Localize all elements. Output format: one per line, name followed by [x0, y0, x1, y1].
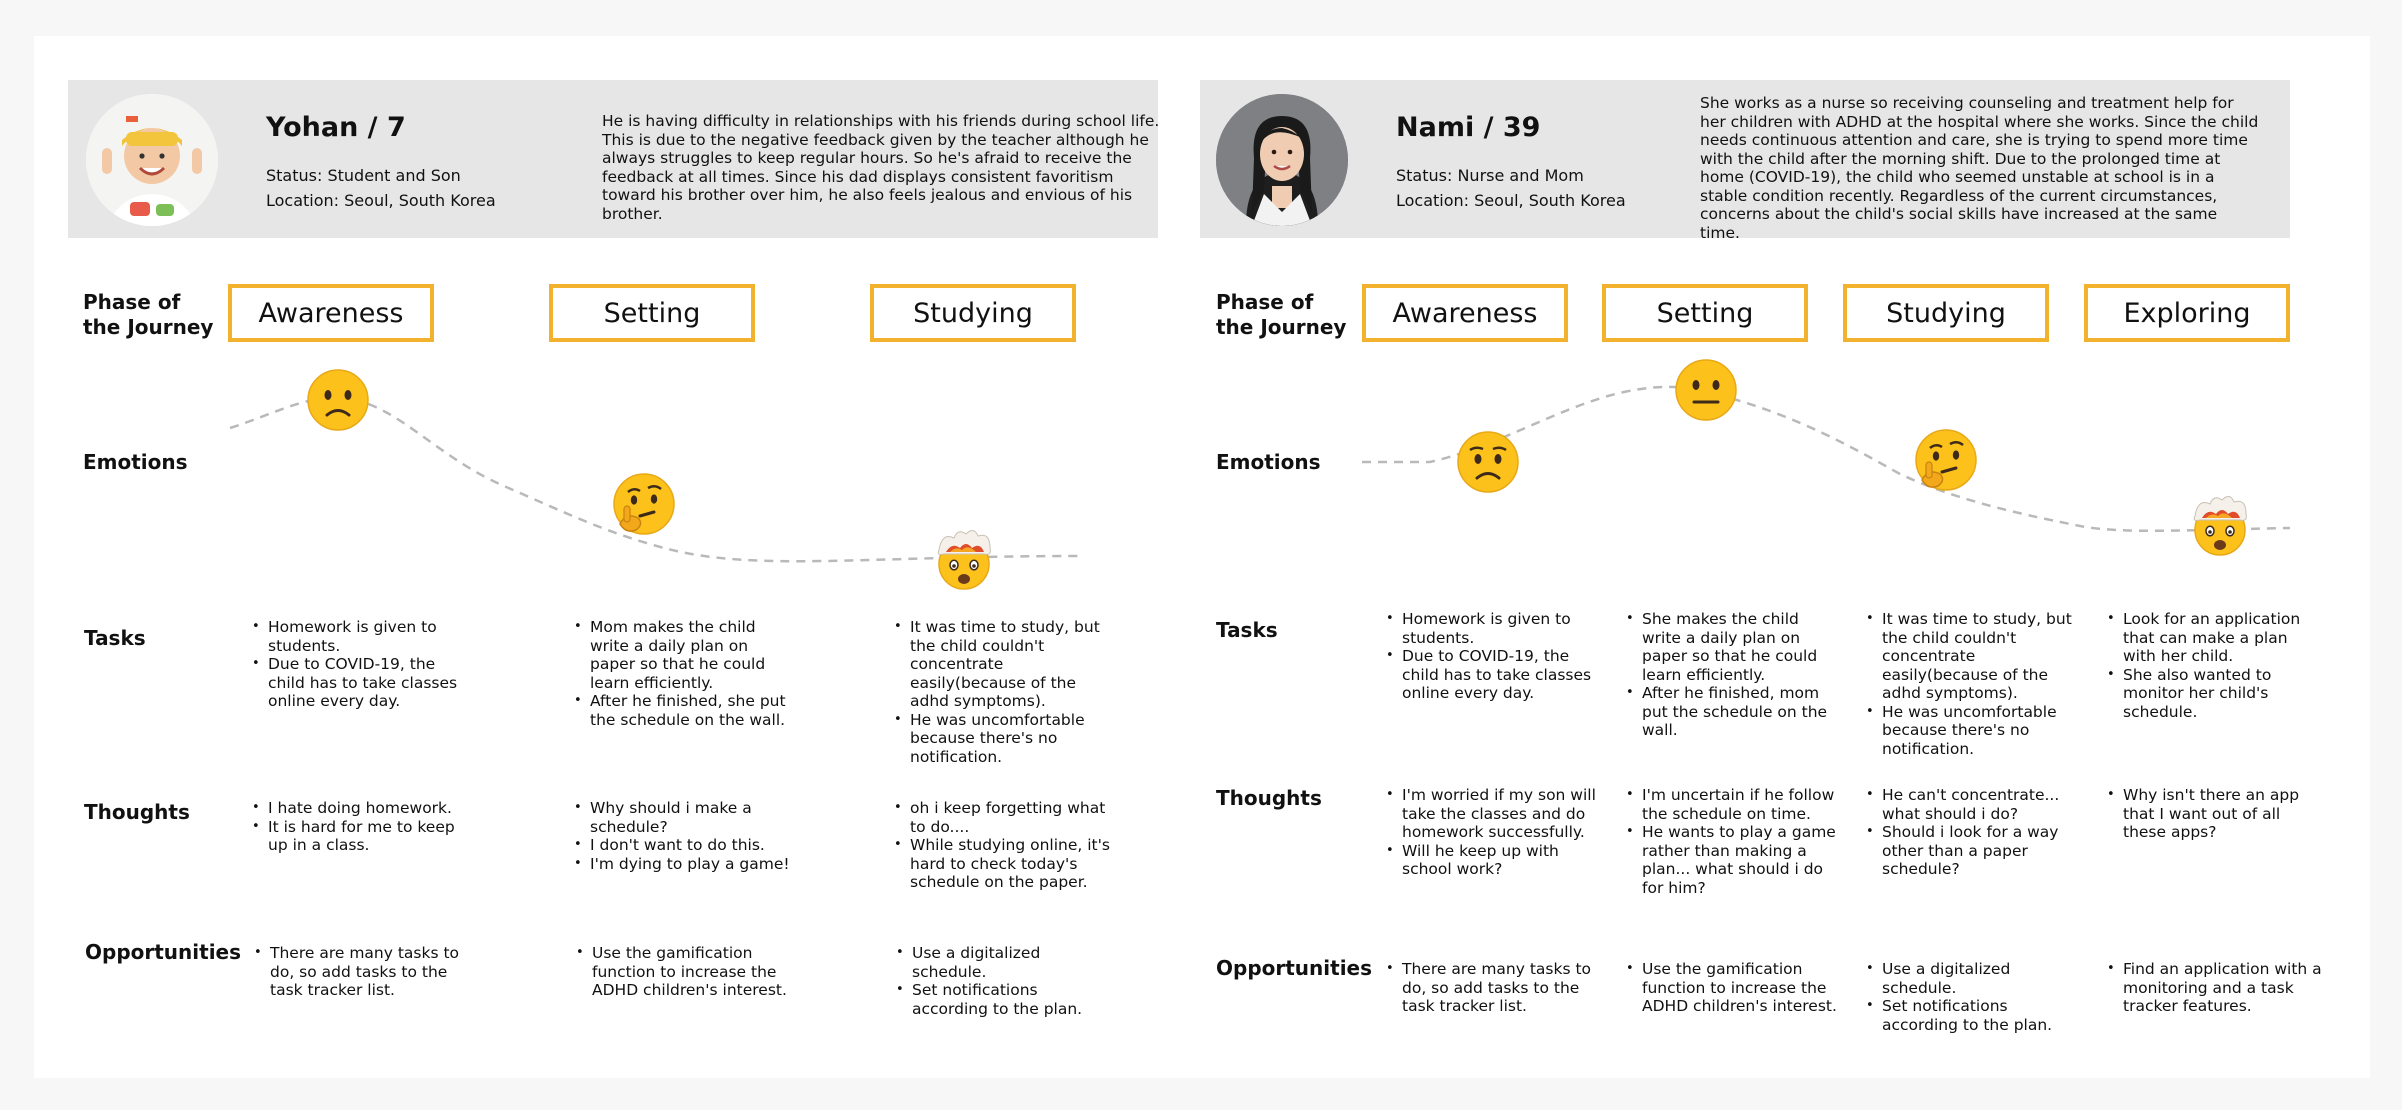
phase-box-studying: Studying [1843, 284, 2049, 342]
list-item: • Due to COVID-19, the child has to take classes online every day. [268, 655, 458, 711]
opportunities-exploring [2107, 960, 2323, 1016]
tasks-exploring [2107, 610, 2323, 721]
list-item: • Set notifications according to the plan. [1882, 997, 2082, 1034]
thoughts-exploring [2107, 786, 2323, 842]
journey-panel-nami [1200, 36, 2370, 1078]
persona-status: Status: Student and Son [266, 166, 461, 185]
tasks-awareness [252, 618, 458, 711]
journey-panel-yohan [34, 36, 1200, 1078]
list-item: • Use a digitalized schedule. [912, 944, 1112, 981]
list-item: • I'm dying to play a game! [590, 855, 790, 874]
phase-box-awareness: Awareness [1362, 284, 1568, 342]
exploding-head-icon [2188, 492, 2252, 556]
persona-bio: She works as a nurse so receiving counseling and treatment help for her children with ADHD at the hospital where she works. Since the child needs continuous attention and care, she is trying to spend more time with the child after the morning shift. Due to the prolonged time at home (COVID-19), the child who seemed unstable at school is in a stable condition recently. Regardless of the current circumstances, concerns about the child's social skills have increased at the same time. [1700, 94, 2259, 242]
thoughts-studying [894, 799, 1120, 892]
row-label-phase: Phase of the Journey [83, 290, 214, 339]
persona-status: Status: Nurse and Mom [1396, 166, 1584, 185]
list-item: • Find an application with a monitoring and a task tracker features. [2123, 960, 2323, 1016]
list-item: • I'm uncertain if he follow the schedule on time. [1642, 786, 1842, 823]
row-label-phase: Phase of the Journey [1216, 290, 1347, 339]
tasks-studying [1866, 610, 2082, 758]
row-label-thoughts: Thoughts [1216, 786, 1322, 810]
phase-box-exploring: Exploring [2084, 284, 2290, 342]
list-item: • It is hard for me to keep up in a class. [268, 818, 468, 855]
list-item: • After he finished, she put the schedule on the wall. [590, 692, 790, 729]
list-item: • He can't concentrate... what should i do? [1882, 786, 2082, 823]
list-item: • Look for an application that can make a plan with her child. [2123, 610, 2323, 666]
row-label-emotions: Emotions [83, 450, 188, 474]
opportunities-awareness [254, 944, 470, 1000]
list-item: • Due to COVID-19, the child has to take classes online every day. [1402, 647, 1592, 703]
persona-name: Nami / 39 [1396, 112, 1541, 143]
persona-name: Yohan / 7 [266, 112, 406, 143]
list-item: • Use a digitalized schedule. [1882, 960, 2082, 997]
list-item: • After he finished, mom put the schedule on the wall. [1642, 684, 1842, 740]
thoughts-awareness [252, 799, 468, 855]
list-item: • Why should i make a schedule? [590, 799, 790, 836]
row-label-tasks: Tasks [84, 626, 146, 650]
list-item: • She also wanted to monitor her child's schedule. [2123, 666, 2323, 722]
thoughts-studying [1866, 786, 2082, 879]
list-item: • He was uncomfortable because there's no notification. [1882, 703, 2082, 759]
tasks-awareness [1386, 610, 1592, 703]
thinking-face-icon [1914, 428, 1978, 492]
phase-box-studying: Studying [870, 284, 1076, 342]
row-label-tasks: Tasks [1216, 618, 1278, 642]
list-item: • Homework is given to students. [268, 618, 458, 655]
thinking-face-icon [612, 472, 676, 536]
emotion-curve [1200, 36, 2370, 656]
list-item: • Use the gamification function to increase the ADHD children's interest. [592, 944, 792, 1000]
list-item: • Mom makes the child write a daily plan on paper so that he could learn efficiently. [590, 618, 790, 692]
list-item: • I'm worried if my son will take the classes and do homework successfully. [1402, 786, 1602, 842]
opportunities-setting [576, 944, 792, 1000]
emotion-curve [34, 36, 1200, 656]
row-label-opportunities: Opportunities [1216, 956, 1373, 980]
tasks-setting [1626, 610, 1842, 740]
opportunities-studying [1866, 960, 2082, 1034]
thoughts-awareness [1386, 786, 1602, 879]
phase-box-setting: Setting [1602, 284, 1808, 342]
list-item: • Homework is given to students. [1402, 610, 1592, 647]
list-item: • She makes the child write a daily plan on paper so that he could learn efficiently. [1642, 610, 1842, 684]
row-label-opportunities: Opportunities [85, 940, 242, 964]
tasks-setting [574, 618, 790, 729]
sad-face-icon [306, 368, 370, 432]
row-label-emotions: Emotions [1216, 450, 1321, 474]
list-item: • Will he keep up with school work? [1402, 842, 1602, 879]
opportunities-studying [896, 944, 1112, 1018]
persona-bio: He is having difficulty in relationships with his friends during school life. This is due to the negative feedback given by the teacher although he always struggles to keep regular hours. So he's afraid to receive the feedback at all times. Since his dad displays consistent favoritism toward his brother over him, he also feels jealous and envious of his brother. [602, 112, 1160, 223]
list-item: • Set notifications according to the plan. [912, 981, 1112, 1018]
list-item: • Use the gamification function to increase the ADHD children's interest. [1642, 960, 1842, 1016]
list-item: • It was time to study, but the child couldn't concentrate easily(because of the adhd symptoms). [1882, 610, 2082, 703]
list-item: • It was time to study, but the child couldn't concentrate easily(because of the adhd symptoms). [910, 618, 1110, 711]
neutral-face-icon [1674, 358, 1738, 422]
opportunities-awareness [1386, 960, 1602, 1016]
exploding-head-icon [932, 526, 996, 590]
opportunities-setting [1626, 960, 1842, 1016]
list-item: • He wants to play a game rather than making a plan... what should i do for him? [1642, 823, 1842, 897]
list-item: • I don't want to do this. [590, 836, 790, 855]
thoughts-setting [574, 799, 790, 873]
list-item: • While studying online, it's hard to check today's schedule on the paper. [910, 836, 1120, 892]
journey-map-canvas [34, 36, 2370, 1078]
list-item: • There are many tasks to do, so add tasks to the task tracker list. [1402, 960, 1602, 1016]
list-item: • I hate doing homework. [268, 799, 468, 818]
list-item: • He was uncomfortable because there's no notification. [910, 711, 1110, 767]
list-item: • Should i look for a way other than a paper schedule? [1882, 823, 2082, 879]
list-item: • There are many tasks to do, so add tasks to the task tracker list. [270, 944, 470, 1000]
thoughts-setting [1626, 786, 1842, 897]
row-label-thoughts: Thoughts [84, 800, 190, 824]
persona-location: Location: Seoul, South Korea [266, 191, 496, 210]
list-item: • oh i keep forgetting what to do.... [910, 799, 1120, 836]
persona-location: Location: Seoul, South Korea [1396, 191, 1626, 210]
tasks-studying [894, 618, 1110, 766]
list-item: • Why isn't there an app that I want out of all these apps? [2123, 786, 2323, 842]
phase-box-awareness: Awareness [228, 284, 434, 342]
worried-face-icon [1456, 430, 1520, 494]
phase-box-setting: Setting [549, 284, 755, 342]
